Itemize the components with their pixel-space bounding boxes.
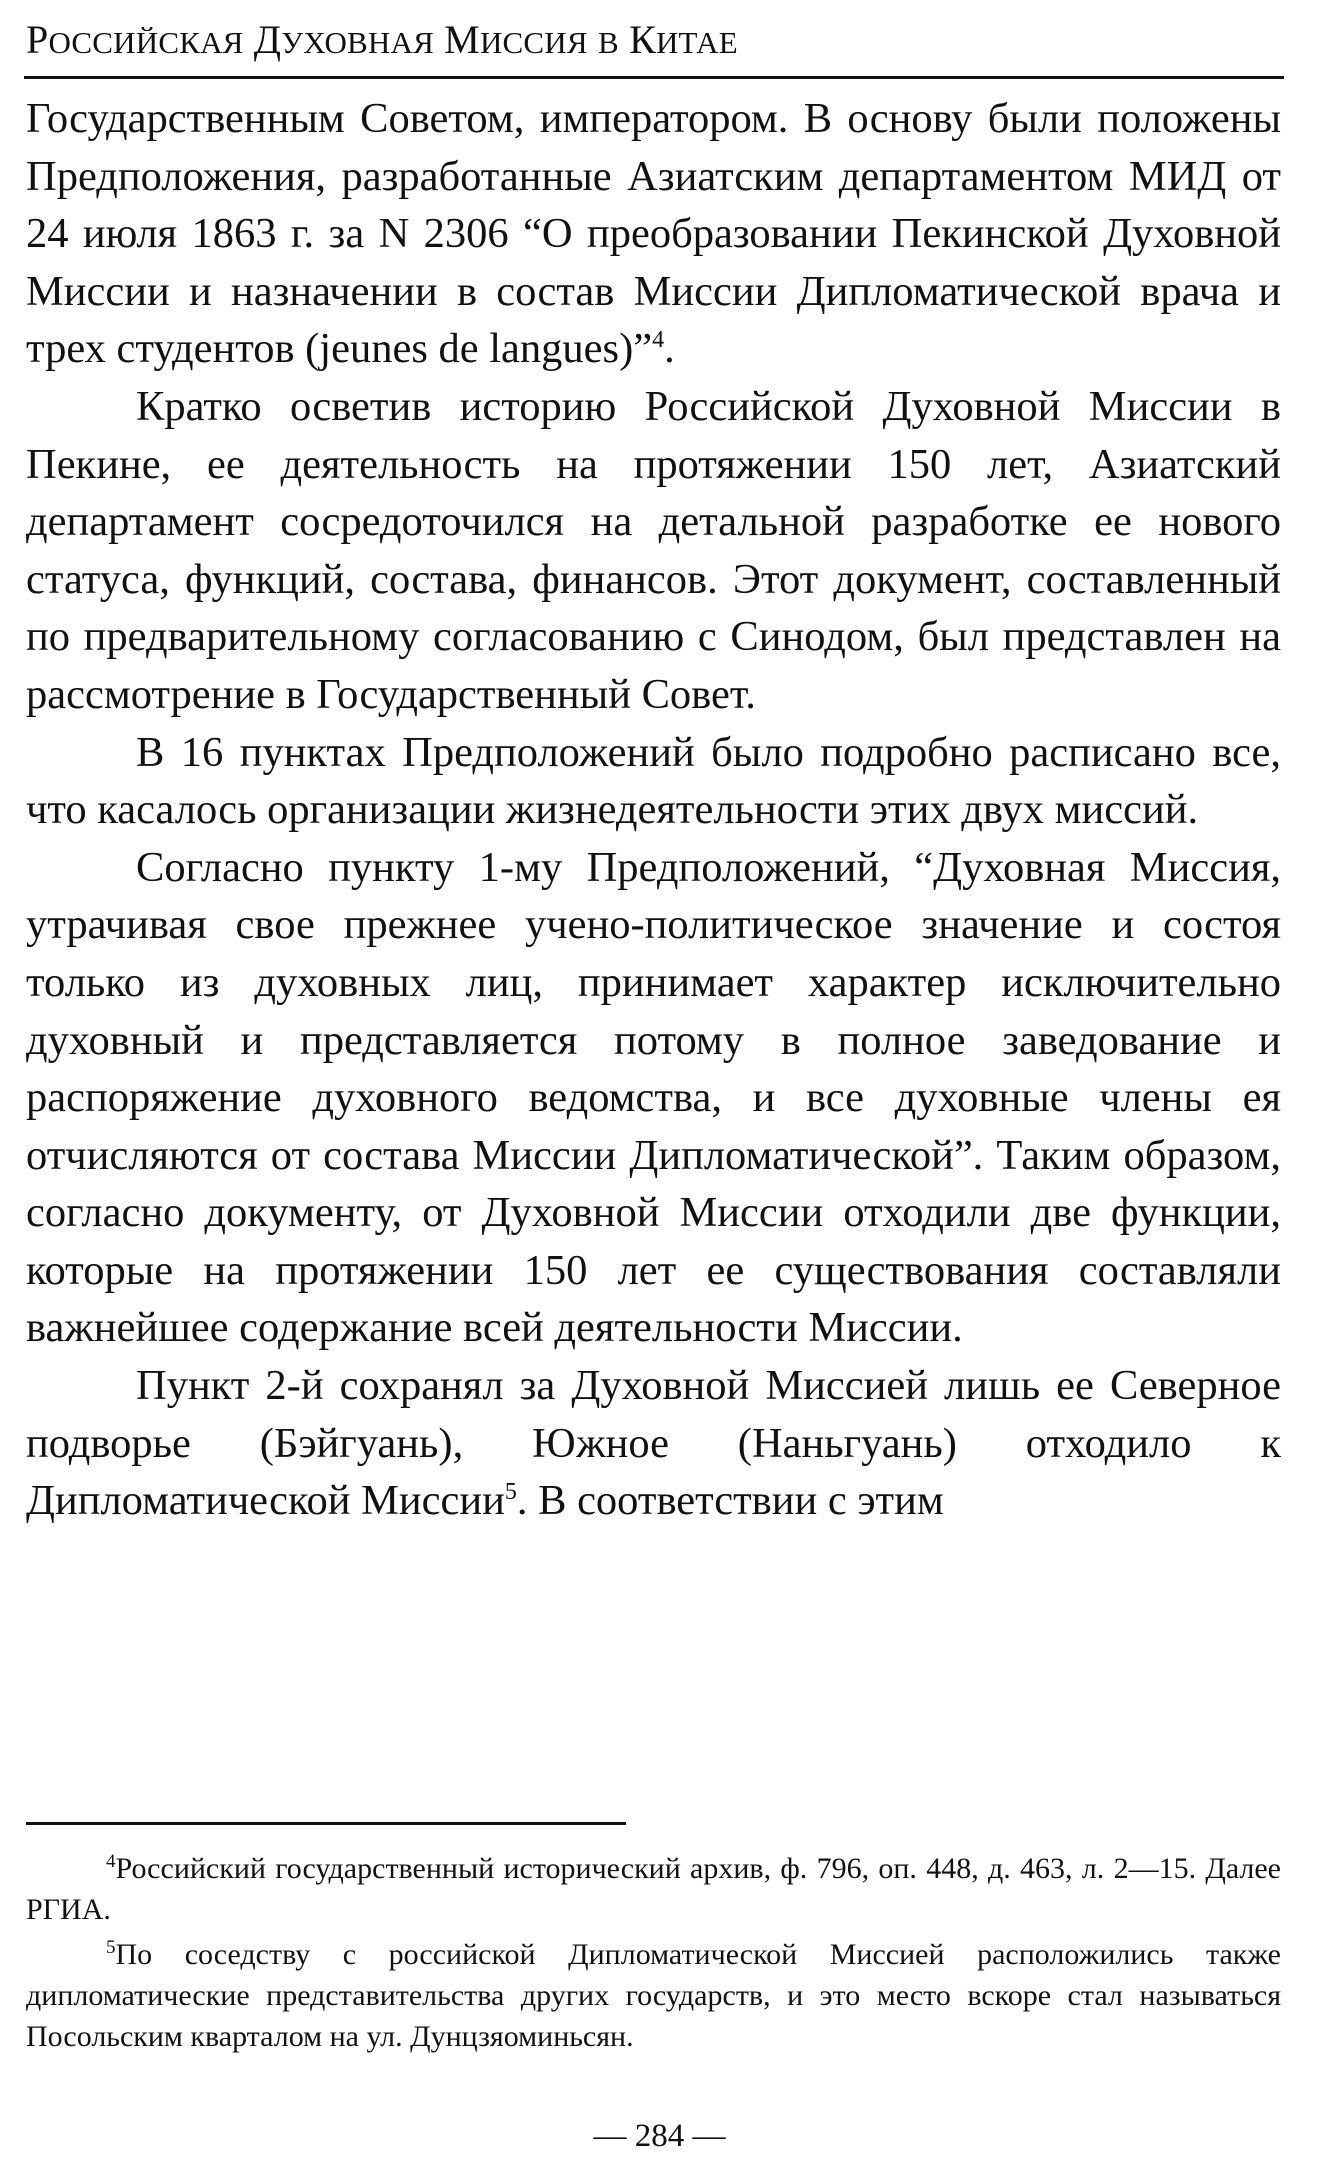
footnote-4-text: Российский государственный исторический архив, ф. 796, оп. 448, д. 463, л. 2—15. Далее РГИА. xyxy=(26,1852,1281,1926)
running-head-word-1-rest: ОССИЙСКАЯ xyxy=(48,25,244,60)
footnote-rule xyxy=(26,1822,626,1825)
running-head-word-5-cap: К xyxy=(629,17,656,62)
running-head-word-3-cap: М xyxy=(444,17,480,62)
paragraph-3: В 16 пунктах Предположений было подробно расписано все, что касалось организации жизнедеятельности этих двух миссий. xyxy=(26,728,1281,834)
footnote-5 xyxy=(26,1934,1281,2057)
running-head-word-1-cap: Р xyxy=(26,17,49,62)
running-head-word-4: В xyxy=(597,25,619,60)
paragraph-5-text: Пункт 2-й сохранял за Духовной Миссией лишь ее Северное подворье (Бэйгуань), Южное (Наньгуань) отходило к Дипломатической Миссии xyxy=(26,1362,1281,1525)
running-head-word-2-cap: Д xyxy=(253,17,282,62)
running-head-word-2-rest: УХОВНАЯ xyxy=(281,25,434,60)
paragraph-1-text: Государственным Советом, императором. В основу были положены Предположения, разработанные Азиатским департаментом МИД от 24 июля 1863 г. за N 2306 “О преобразовании Пекинской Духовной Миссии и назначении в состав Миссии Дипломатической врача и трех студентов (jeunes de langues)” xyxy=(26,95,1281,373)
running-head-word-3-rest: ИССИЯ xyxy=(479,25,588,60)
running-head-word-5-rest: ИТАЕ xyxy=(655,25,738,60)
running-head xyxy=(26,14,1276,69)
paragraph-1-end: . xyxy=(664,325,675,373)
footnote-5-text: По соседству с российской Дипломатической Миссией расположились также дипломатические представительства других государств, и это место вскоре стал называться Посольским кварталом на ул. Дунцзяоминьсян. xyxy=(26,1938,1281,2053)
body-text xyxy=(26,90,1281,1530)
paragraph-5-end: . В соответствии с этим xyxy=(516,1477,944,1525)
paragraph-4: Согласно пункту 1-му Предположений, “Духовная Миссия, утрачивая свое прежнее учено-политическое значение и состоя только из духовных лиц, принимает характер исключительно духовный и представляется потому в полное заведование и распоряжение духовного ведомства, и все духовные члены ея отчисляются от состава Миссии Дипломатической”. Таким образом, согласно документу, от Духовной Миссии отходили две функции, которые на протяжении 150 лет ее существования составляли важнейшее содержание всей деятельности Миссии. xyxy=(26,843,1281,1352)
footnote-4-number: 4 xyxy=(106,1851,116,1872)
footnote-4 xyxy=(26,1848,1281,1930)
page-number: — 284 — xyxy=(593,2118,726,2154)
paragraph-2: Кратко осветив историю Российской Духовной Миссии в Пекине, ее деятельность на протяжении 150 лет, Азиатский департамент сосредоточился на детальной разработке ее нового статуса, функций, состава, финансов. Этот документ, составленный по предварительному согласованию с Синодом, был представлен на рассмотрение в Государственный Совет. xyxy=(26,382,1281,718)
header-rule xyxy=(24,76,1284,79)
paragraph-5 xyxy=(26,1357,1281,1530)
footnote-ref-5: 5 xyxy=(504,1479,517,1506)
footnote-ref-4: 4 xyxy=(652,327,665,354)
footnotes xyxy=(26,1848,1281,2061)
paragraph-1 xyxy=(26,90,1281,378)
footnote-5-number: 5 xyxy=(106,1937,116,1958)
